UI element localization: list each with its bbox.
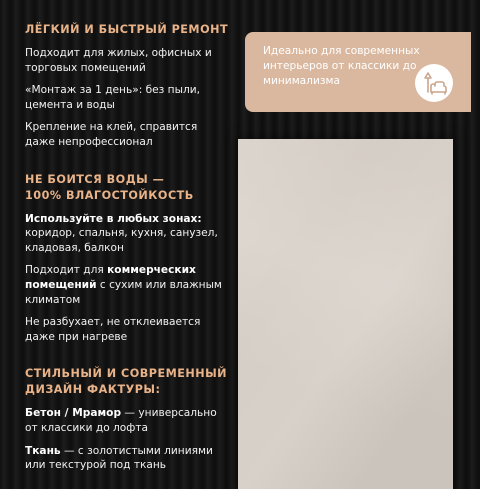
- sofa-lamp-icon: [415, 64, 453, 102]
- zones-list: коридор, спальня, кухня, санузел, кладовая, балкон: [25, 227, 218, 254]
- feature-rooms: Подходит для жилых, офисных и торговых помещений: [25, 47, 212, 74]
- features-column: [25, 22, 230, 481]
- fabric-label: Ткань: [25, 444, 61, 457]
- section-heading-easy-repair: ЛЁГКИЙ И БЫСТРЫЙ РЕМОНТ: [25, 23, 229, 36]
- feature-concrete-marble: [25, 406, 230, 435]
- heading-line: ДИЗАЙН ФАКТУРЫ:: [25, 383, 161, 397]
- feature-one-day-install: «Монтаж за 1 день»: без пыли, цемента и воды: [25, 84, 200, 111]
- tile-sample-image: [238, 139, 453, 489]
- feature-zones: [25, 212, 230, 256]
- zones-label: Используйте в любых зонах:: [25, 212, 202, 225]
- section-easy-repair: [25, 22, 230, 150]
- section-heading-design: [25, 366, 230, 398]
- heading-line: 100% ВЛАГОСТОЙКОСТЬ: [25, 188, 194, 202]
- concrete-label: Бетон / Мрамор: [25, 407, 122, 420]
- banner-text: Идеально для современных интерьеров от классики до минимализма: [263, 45, 420, 87]
- interior-banner: [245, 32, 471, 112]
- fabric-text: — с золотистыми линиями или текстурой под ткань: [25, 444, 213, 472]
- commercial-bold: коммерческих помещений: [25, 264, 196, 291]
- feature-glue-mount: Крепление на клей, справится даже непрофессионал: [25, 121, 198, 148]
- concrete-text: — универсально от классики до лофта: [25, 407, 217, 434]
- heading-line: НЕ БОИТСЯ ВОДЫ —: [25, 172, 165, 186]
- section-waterproof: [25, 172, 230, 345]
- sofa-lamp-icon-svg: [415, 64, 453, 102]
- feature-no-swelling: Не разбухает, не отклеивается даже при нагреве: [25, 316, 201, 343]
- commercial-pre: Подходит для: [25, 264, 108, 277]
- feature-fabric: [25, 444, 230, 473]
- section-heading-waterproof: [25, 172, 230, 204]
- feature-commercial: [25, 263, 230, 307]
- section-design: [25, 366, 230, 472]
- heading-line: СТИЛЬНЫЙ И СОВРЕМЕННЫЙ: [25, 367, 228, 381]
- commercial-post: с сухим или влажным климатом: [25, 278, 222, 306]
